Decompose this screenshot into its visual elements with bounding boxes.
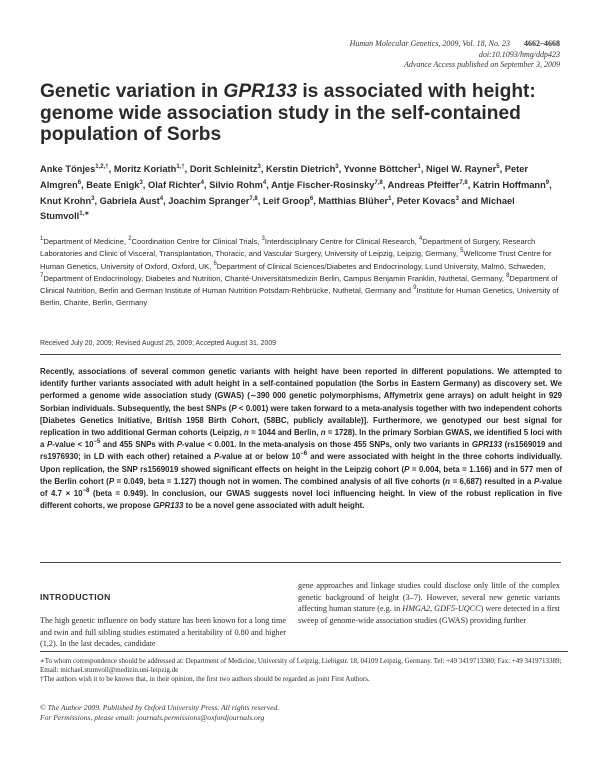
author-affiliation-marker: 6 [77,179,82,186]
advance-access-date: Advance Access published on September 3, 2009 [403,60,560,69]
affiliation-text: Department of Endocrinology, Diabetes and Nutrition, Charité-Universitätsmedizin Berlin, Campus Benjamin Franklin, Nuthetal, Germany, [43,273,507,283]
author [190,164,261,174]
author [209,180,266,190]
affiliation-text: Interdisciplinary Centre for Clinical Research, [264,237,419,246]
affiliations [40,236,568,310]
abstract-run: P [231,403,237,413]
author [397,196,459,206]
intro-run: gene approaches and linkage studies could disclose only little of the complex genetic background of height (3–7). However, several new genetic variants affecting human stature (e.g. in [298,581,560,614]
author-affiliation-marker: 1,† [176,164,185,170]
author [114,164,185,174]
abstract-run: −5 [93,439,101,446]
title-part-before: Genetic variation in [40,81,224,102]
abstract [40,366,562,512]
abstract-run: P [533,476,540,486]
introduction-paragraph-right [298,580,560,627]
abstract-run: −6 [300,451,308,458]
author-affiliation-marker: 7,8 [249,195,258,202]
author-name: Joachim Spranger [168,195,250,206]
permissions-line: For Permissions, please email: journals.permissions@oxfordjournals.org [40,713,265,723]
page-range: 4662–4668 [524,39,560,48]
author [473,180,549,190]
author-name: Gabriela Aust [99,195,160,206]
intro-run: , [430,604,435,614]
abstract-run: n [445,476,450,486]
abstract-run: = 0.004, beta = 1.166) and in 577 men of the Berlin cohort ( [40,464,562,486]
affiliation-marker: 4 [418,236,423,242]
author-affiliation-marker: 4 [159,195,164,202]
abstract-run: = 6,687) resulted in a [449,476,534,486]
abstract-bottom-rule [40,562,561,563]
author [271,180,383,190]
author-name: Katrin Hoffmann [472,179,546,190]
abstract-run: P [46,440,53,450]
author [266,164,339,174]
author-list: Anke Tönjes$^{1,2,\dagger}$, Moritz Koriath$^{1,\dagger}$, Dorit Schleinitz$^3$, Kerstin Dietrich$^3$, Yvonne Böttcher$^1$, Nigel W. Rayner$^5$, Peter Almgren$^6$, Beate Enigk$^3$, Olaf Richter$^4$, Silvio Rohm$^4$, Antje Fischer-Rosinsky$^{7,8}$, Andreas Pfeiffer$^{7,8}$, Katrin Hoffmann$^9$, Knut Krohn$^3$, Gabriela Aust$^4$, Joachim Spranger$^{7,8}$, Leif Groop$^6$, Matthias Blüher$^1$, Peter Kovacs$^3$ and Michael Stumvoll$^{1,∗}$ [40,164,552,222]
introduction-heading: INTRODUCTION [40,592,111,602]
affiliation-text: Department of Clinical Sciences/Diabetes and Endocrinology, Lund University, Malmö, Schweden, [216,261,546,271]
author-affiliation-marker: 1 [417,164,421,170]
abstract-run: -value < 10 [52,440,94,450]
author-affiliation-marker: 1 [388,195,392,202]
author-name: Beate Enigk [86,179,140,190]
abstract-run: to be a novel gene associated with adult height. [183,501,365,511]
affiliation-text: Department of Medicine, [43,237,129,246]
title-gene-name: GPR133 [223,81,297,102]
author [100,196,163,206]
abstract-run: -value < 0.001. In the meta-analysis on those 455 SNPs, only two variants in [181,440,472,450]
author [168,196,257,206]
doi: doi:10.1093/hmg/ddp423 [478,49,560,59]
author-name: Dorit Schleinitz [189,164,258,174]
author-name: Michael Stumvoll [40,195,515,222]
author [426,164,500,174]
footnotes [40,657,568,684]
author-name: Kerstin Dietrich [266,164,336,174]
received-dates: Received July 20, 2009; Revised August 25, 2009; Accepted August 31, 2009 [40,340,276,347]
affiliation-text: Wellcome Trust Centre for Human Genetics, University of Oxford, Oxford, UK, [40,249,552,271]
author-affiliation-marker: 4 [200,179,205,186]
author-name: Antje Fischer-Rosinsky [271,179,375,190]
author-name: Anke Tönjes [40,164,96,174]
abstract-run: P [213,452,220,462]
affiliation-marker: 8 [506,272,510,279]
affiliation-text: Department of Clinical Nutrition, Berlin and German Institute of Human Nutrition Potsdam-Rehbrücke, Nuthetal, Germany and [40,273,558,296]
author [344,164,421,174]
equal-contribution-footnote: †The authors wish it to be known that, in their opinion, the first two authors should be regarded as joint First Authors. [40,675,370,683]
affiliation-marker: 2 [128,236,132,242]
abstract-run: = 0.049, beta = 1.127) though not in women. The combined analysis of all five cohorts ( [114,476,446,486]
author-name: Nigel W. Rayner [425,164,497,174]
affiliation-marker: 3 [261,236,265,242]
author-name: Peter Kovacs [396,195,456,206]
affiliation-marker: 5 [460,248,464,255]
abstract-run: n [244,428,249,438]
author-affiliation-marker: 1,2,† [95,164,109,170]
abstract-run: GPR133 [153,501,184,511]
abstract-run: = 1044 and Berlin, [248,428,321,438]
intro-right-column [298,580,560,627]
abstract-top-rule [40,354,561,355]
author-name: Yvonne Böttcher [343,164,418,174]
abstract-run: n [320,428,326,438]
abstract-run: P [108,476,115,486]
abstract-run: −8 [82,488,90,495]
author [40,196,94,206]
author-affiliation-marker: 3 [257,164,261,170]
author-name: Moritz Koriath [113,164,177,174]
author-affiliation-marker: 5 [496,164,500,170]
footnote-rule [40,651,568,652]
author [388,180,468,190]
intro-run: GDF5-UQCC [434,604,481,614]
article-title [40,81,540,146]
abstract-run: (rs1569019 and rs1976930; in LD with each other) retained a [40,440,563,462]
author-affiliation-marker: 7,8 [374,179,383,186]
author [148,180,204,190]
journal-header [0,39,560,71]
author-name: Knut Krohn [40,195,92,206]
abstract-run: -value of 4.7 × 10 [40,476,563,499]
affiliation-marker: 7 [40,272,44,279]
abstract-run: P [404,464,410,474]
author-affiliation-marker: 6 [309,195,314,202]
author-name: Peter Almgren [40,164,529,190]
author-name: Andreas Pfeiffer [387,179,460,190]
intro-run: HMGA2 [402,604,431,614]
author-affiliation-marker: 7,8 [459,179,468,186]
author-name: Silvio Rohm [209,179,263,190]
correspondence-footnote: ∗To whom correspondence should be addressed at: Department of Medicine, University of Leipzig, Liebigstr. 18, 04109 Leipzig, Germany. Tel: +49 3419713380; Fax: +49 3419713389; Email: michael.stumvoll@medizin.uni-leipzig.de [40,657,562,674]
author-affiliation-marker: 4 [262,179,267,186]
affiliation-text: Coordination Centre for Clinical Trials, [131,237,262,246]
abstract-run: (beta = 0.949). In conclusion, our GWAS suggests novel loci influencing height. In view of the robust replication in five different cohorts, we propose [40,489,562,511]
copyright-line: © The Author 2009. Published by Oxford University Press. All rights reserved. [40,703,280,712]
abstract-run: = 1728). In the primary Sorbian GWAS, we identified 5 loci with a [40,428,562,450]
intro-left-column [40,592,286,650]
affiliation-marker: 1 [40,236,44,242]
abstract-run: and were associated with height in the three cohorts individually. Upon replication, the SNP rs1569019 showed significant effects on height in the Leipzig cohort ( [40,452,563,474]
affiliation-text: Department of Surgery, Research Laboratories and Clinic of Visceral, Transplantation, Thoracic, and Vascular Surgery, University of Leipzig, Leipzig, Germany, [40,237,536,259]
abstract-run: P [176,440,182,450]
author-affiliation-marker: 3 [335,164,339,170]
affiliation-text: Institute for Human Genetics, University of Berlin, Charite, Berlin, Germany [40,286,559,308]
affiliation-marker: 9 [413,285,417,292]
intro-run: ) were detected in a first sweep of genome-wide association studies (GWAS) providing further [298,604,561,626]
author [318,196,391,206]
abstract-run: Recently, associations of several common genetic variants with height have been reported in different populations. We attempted to identify further variants associated with adult height in a self-contained population (the Sorbs in Eastern Germany) as discovery set. We performed a genome wide association study (GWAS) (∼390 000 genetic polymorphisms, Affymetrix gene arrays) on adult height in 929 Sorbian individuals. Subsequently, the best SNPs ( [40,367,562,413]
author-name: Olaf Richter [147,179,201,190]
introduction-paragraph-left: The high genetic influence on body stature has been known for a long time and twin and full sibling studies estimated a heritability of 0.80 and higher (1,2). In the last decades, candidate [40,616,286,649]
author-affiliation-marker: 1,∗ [79,211,90,218]
title-part-after: is associated with height: genome wide association study in the self-contained population of Sorbs [40,81,536,145]
abstract-run: and 455 SNPs with [100,440,177,450]
author-affiliation-marker: 3 [91,195,95,202]
abstract-run: GPR133 [471,440,503,450]
author-affiliation-marker: 3 [139,179,143,186]
affiliation-marker: 6 [213,260,217,267]
abstract-run: < 0.001) were taken forward to a meta-analysis together with two independent cohorts [Diabetes Genetics Initiative, British 1958 Birth Cohort, (58BC, publicly available)]. Furthermore, we genotyped our best signal for replication in two additional German cohorts (Leipzig, [40,403,563,438]
author [40,164,109,174]
copyright [40,703,568,724]
author [263,196,313,206]
author [86,180,143,190]
author-name: Leif Groop [262,195,310,206]
author-affiliation-marker: 3 [455,195,459,202]
abstract-run: -value at or below 10 [219,452,301,462]
author-name: Matthias Blüher [318,195,389,206]
author-affiliation-marker: 9 [545,179,550,186]
journal-citation: Human Molecular Genetics, 2009, Vol. 18, No. 23 [349,39,510,48]
